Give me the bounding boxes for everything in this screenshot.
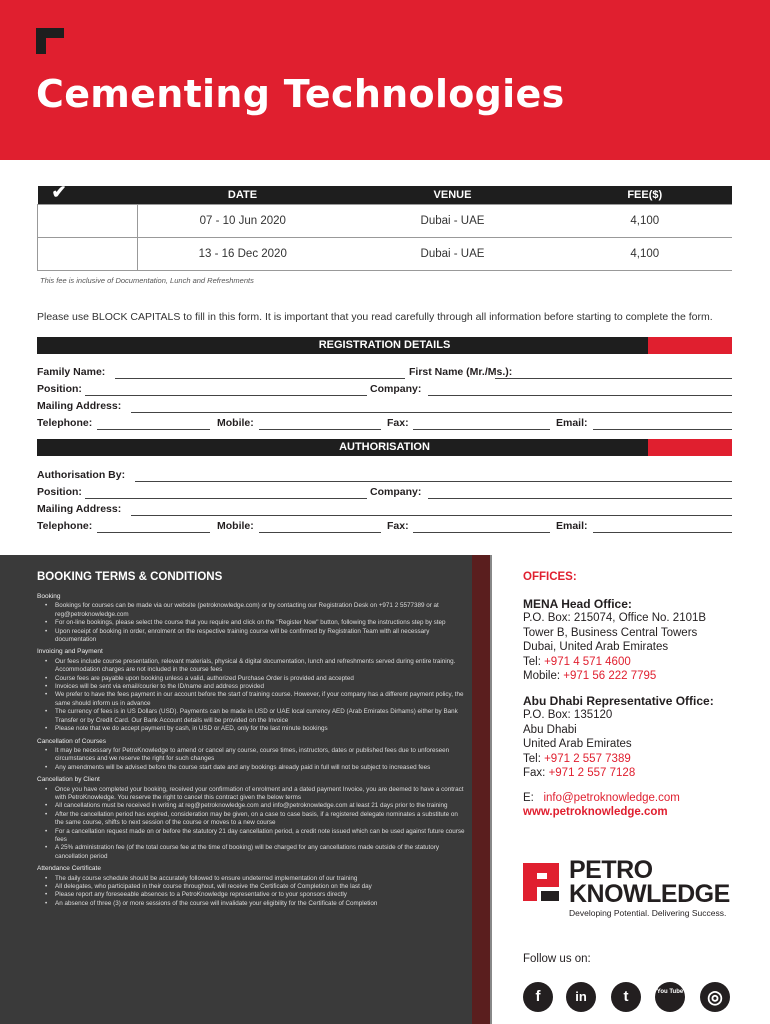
terms-section-booking bbox=[37, 593, 467, 644]
list-item: • All delegates, who participated in their course throughout, will receive the Certificate of Completion on the last day bbox=[37, 883, 467, 891]
auth-email-label: Email: bbox=[556, 520, 588, 532]
list-item: • Any amendments will be advised before the course start date and any bookings already paid in full will not be subject to increased fees bbox=[37, 764, 467, 772]
header-banner bbox=[0, 0, 770, 160]
company-field[interactable] bbox=[428, 395, 732, 396]
email-link[interactable]: info@petroknowledge.com bbox=[543, 791, 680, 804]
linkedin-icon[interactable]: in bbox=[566, 982, 596, 1012]
first-name-field[interactable] bbox=[495, 378, 732, 379]
mailing-address-field[interactable] bbox=[131, 412, 732, 413]
list-item: • Course fees are payable upon booking unless a valid, authorized Purchase Order is provided and accepted bbox=[37, 675, 467, 683]
mena-mobile bbox=[523, 669, 753, 684]
mena-telephone bbox=[523, 655, 753, 670]
auth-telephone-field[interactable] bbox=[97, 532, 210, 533]
schedule-table bbox=[37, 182, 732, 271]
auth-position-label: Position: bbox=[37, 486, 82, 498]
abudhabi-address-line: P.O. Box: 135120 bbox=[523, 709, 613, 721]
auth-telephone-label: Telephone: bbox=[37, 520, 93, 532]
venue-column-header: VENUE bbox=[348, 186, 558, 204]
date-column-header: DATE bbox=[138, 186, 348, 204]
table-row bbox=[38, 204, 733, 237]
abudhabi-tel-link[interactable]: +971 2 557 7389 bbox=[544, 752, 631, 765]
terms-section-attendance bbox=[37, 865, 467, 908]
mobile-label: Mobile: bbox=[523, 670, 564, 682]
authorisation-by-field[interactable] bbox=[135, 481, 732, 482]
list-item: • For on-line bookings, please select the course that you require and click on the "Register Now" button, following the instructions step by step bbox=[37, 619, 467, 627]
mailing-address-label: Mailing Address: bbox=[37, 400, 122, 412]
position-label: Position: bbox=[37, 383, 82, 395]
booking-terms-panel bbox=[0, 555, 490, 1024]
auth-fax-field[interactable] bbox=[413, 532, 550, 533]
list-item: • Our fees include course presentation, relevant materials, physical & digital documentation, lunch and refreshments served during entire training. Accommodation charges are not included in the course fees bbox=[37, 658, 467, 675]
authorisation-title: AUTHORISATION bbox=[339, 441, 430, 453]
auth-company-field[interactable] bbox=[428, 498, 732, 499]
contact-email bbox=[523, 791, 753, 806]
list-item: • It may be necessary for PetroKnowledge to amend or cancel any course, course times, instructors, dates or published fees due to unforeseen circumstances and we reserve the right for such changes bbox=[37, 747, 467, 764]
abudhabi-fax bbox=[523, 766, 753, 781]
fee-cell: 4,100 bbox=[558, 237, 733, 270]
form-row bbox=[37, 503, 732, 517]
brand-name-line1: PETRO bbox=[569, 856, 653, 884]
select-column-header bbox=[38, 182, 138, 204]
section-heading: Booking bbox=[37, 593, 61, 600]
mena-address-line: P.O. Box: 215074, Office No. 2101B bbox=[523, 612, 707, 624]
petroknowledge-logo bbox=[523, 858, 738, 920]
abudhabi-office-title: Abu Dhabi Representative Office: bbox=[523, 693, 714, 708]
list-item: • Upon receipt of booking in order, enrolment on the respective training course will be confirmed by Registration Team with all necessary documentation bbox=[37, 628, 467, 645]
date-cell: 07 - 10 Jun 2020 bbox=[138, 204, 348, 237]
email-field[interactable] bbox=[593, 429, 732, 430]
venue-cell: Dubai - UAE bbox=[348, 204, 558, 237]
auth-position-field[interactable] bbox=[85, 498, 367, 499]
fax-label: Fax: bbox=[387, 417, 409, 429]
abudhabi-office bbox=[523, 694, 753, 781]
form-row bbox=[37, 486, 732, 500]
auth-company-label: Company: bbox=[370, 486, 422, 498]
tel-label: Tel: bbox=[523, 752, 545, 765]
fee-note: This fee is inclusive of Documentation, Lunch and Refreshments bbox=[40, 276, 254, 285]
list-item: • All cancellations must be received in writing at reg@petroknowledge.com and info@petroknowledge.com at least 21 days prior to the training bbox=[37, 802, 467, 810]
list-item: • After the cancellation period has expired, consideration may be given, on a case to case basis, if a registered delegate nominates a substitute on the same course, shifts to next session of the course or moves to a new course bbox=[37, 811, 467, 828]
abudhabi-telephone bbox=[523, 752, 753, 767]
position-field[interactable] bbox=[85, 395, 367, 396]
section-heading: Invoicing and Payment bbox=[37, 648, 103, 656]
abudhabi-address-line: United Arab Emirates bbox=[523, 738, 632, 750]
list-item: • Invoices will be sent via email/courier to the ID/name and address provided bbox=[37, 683, 467, 691]
schedule-header-row bbox=[38, 186, 733, 204]
family-name-field[interactable] bbox=[115, 378, 405, 379]
mena-mobile-link[interactable]: +971 56 222 7795 bbox=[563, 670, 657, 682]
mena-address-line: Tower B, Business Central Towers bbox=[523, 626, 698, 639]
mena-tel-link[interactable]: +971 4 571 4600 bbox=[544, 655, 631, 668]
terms-section-invoicing bbox=[37, 648, 467, 733]
list-item: • The daily course schedule should be accurately followed to ensure undeterred implementation of our training bbox=[37, 875, 467, 883]
brand-mark-icon bbox=[36, 28, 64, 54]
form-instructions: Please use BLOCK CAPITALS to fill in this form. It is important that you read carefully through all information before starting to complete the form. bbox=[37, 311, 713, 323]
auth-fax-label: Fax: bbox=[387, 520, 409, 532]
list-item: • An absence of three (3) or more sessions of the course will invalidate your eligibility for the Certificate of Completion bbox=[37, 900, 467, 908]
form-row bbox=[37, 366, 732, 380]
page-title: Cementing Technologies bbox=[36, 72, 565, 116]
terms-section-cancellation-courses bbox=[37, 738, 467, 773]
section-heading: Cancellation by Client bbox=[37, 776, 100, 784]
list-item: • We prefer to have the fees payment in our account before the start of training course. However, if your company has a different payment policy, the same should inform us in advance bbox=[37, 691, 467, 708]
checkmark-icon: ✔ bbox=[51, 182, 67, 202]
list-item: • Please report any foreseeable absences to a PetroKnowledge representative or to your sponsors directly bbox=[37, 891, 467, 899]
fee-column-header: FEE($) bbox=[558, 186, 733, 204]
terms-content bbox=[37, 571, 467, 912]
telephone-label: Telephone: bbox=[37, 417, 93, 429]
list-item: • A 25% administration fee (of the total course fee at the time of booking) will be charged for any cancellations made outside of the statutory cancellation period bbox=[37, 844, 467, 861]
authorisation-by-label: Authorisation By: bbox=[37, 469, 126, 481]
mena-office-title: MENA Head Office: bbox=[523, 596, 632, 611]
first-name-label: First Name (Mr./Ms.): bbox=[409, 366, 513, 378]
form-row bbox=[37, 417, 732, 431]
auth-mobile-label: Mobile: bbox=[217, 520, 254, 532]
registration-section-header bbox=[37, 337, 732, 354]
form-row bbox=[37, 383, 732, 397]
authorisation-section-header bbox=[37, 439, 732, 456]
brand-name-line2: KNOWLEDGE bbox=[569, 880, 730, 908]
mena-office bbox=[523, 597, 753, 684]
facebook-icon[interactable]: f bbox=[523, 982, 553, 1012]
form-row bbox=[37, 400, 732, 414]
offices-panel bbox=[523, 570, 753, 820]
mobile-label: Mobile: bbox=[217, 417, 254, 429]
list-item: • Bookings for courses can be made via our website (petroknowledge.com) or by contacting our Registration Desk on +971 2 5577389 or at reg@petroknowledge.com bbox=[37, 602, 467, 619]
tel-label: Tel: bbox=[523, 655, 545, 668]
terms-section-cancellation-client bbox=[37, 776, 467, 861]
date-cell: 13 - 16 Dec 2020 bbox=[138, 237, 348, 270]
terms-title: BOOKING TERMS & CONDITIONS bbox=[37, 571, 223, 583]
list-item: • Once you have completed your booking, received your confirmation of enrolment and a dated payment Invoice, you are deemed to have a contract with PetroKnowledge. You reserve the right to cancel this contract given the below terms bbox=[37, 786, 467, 803]
family-name-label: Family Name: bbox=[37, 366, 106, 378]
fax-field[interactable] bbox=[413, 429, 550, 430]
auth-email-field[interactable] bbox=[593, 532, 732, 533]
offices-heading: OFFICES: bbox=[523, 571, 577, 583]
telephone-field[interactable] bbox=[97, 429, 210, 430]
table-row bbox=[38, 237, 733, 270]
brand-tagline: Developing Potential. Delivering Success. bbox=[569, 908, 727, 918]
abudhabi-fax-value: +971 2 557 7128 bbox=[548, 767, 636, 779]
website-link[interactable]: www.petroknowledge.com bbox=[523, 806, 668, 818]
fax-label: Fax: bbox=[523, 767, 549, 779]
section-heading: Cancellation of Courses bbox=[37, 737, 107, 745]
email-label: E: bbox=[523, 791, 534, 804]
mena-address-line: Dubai, United Arab Emirates bbox=[523, 641, 669, 653]
abudhabi-address-line: Abu Dhabi bbox=[523, 723, 577, 736]
mobile-field[interactable] bbox=[259, 429, 381, 430]
follow-us-label: Follow us on: bbox=[523, 953, 591, 965]
company-label: Company: bbox=[370, 383, 422, 395]
select-checkbox[interactable] bbox=[38, 237, 138, 270]
list-item: • The currency of fees is in US Dollars (USD). Payments can be made in USD or UAE local currency AED (Arab Emirates Dirhams) either by Bank Transfer or by Credit Card. Our Bank Account details will be provided on the Invoice bbox=[37, 708, 467, 725]
venue-cell: Dubai - UAE bbox=[348, 237, 558, 270]
fee-cell: 4,100 bbox=[558, 204, 733, 237]
terms-stripe-edge bbox=[490, 555, 492, 1024]
form-row bbox=[37, 469, 732, 483]
instagram-icon[interactable]: ◎ bbox=[700, 982, 730, 1012]
auth-mobile-field[interactable] bbox=[259, 532, 381, 533]
registration-title: REGISTRATION DETAILS bbox=[318, 339, 451, 351]
terms-stripe bbox=[472, 555, 490, 1024]
section-heading: Attendance Certificate bbox=[37, 865, 101, 873]
form-row bbox=[37, 520, 732, 534]
youtube-icon[interactable]: You Tube bbox=[655, 982, 685, 1012]
email-label: Email: bbox=[556, 417, 588, 429]
auth-mailing-address-label: Mailing Address: bbox=[37, 503, 122, 515]
petroknowledge-mark-icon bbox=[523, 863, 559, 901]
twitter-icon[interactable]: t bbox=[611, 982, 641, 1012]
auth-mailing-address-field[interactable] bbox=[131, 515, 732, 516]
list-item: • Please note that we do accept payment by cash, in USD or AED, only for the last minute bookings bbox=[37, 725, 467, 733]
list-item: • For a cancellation request made on or before the statutory 21 day cancellation period, a credit note issued which can be used against future course fees bbox=[37, 828, 467, 845]
select-checkbox[interactable] bbox=[38, 204, 138, 237]
